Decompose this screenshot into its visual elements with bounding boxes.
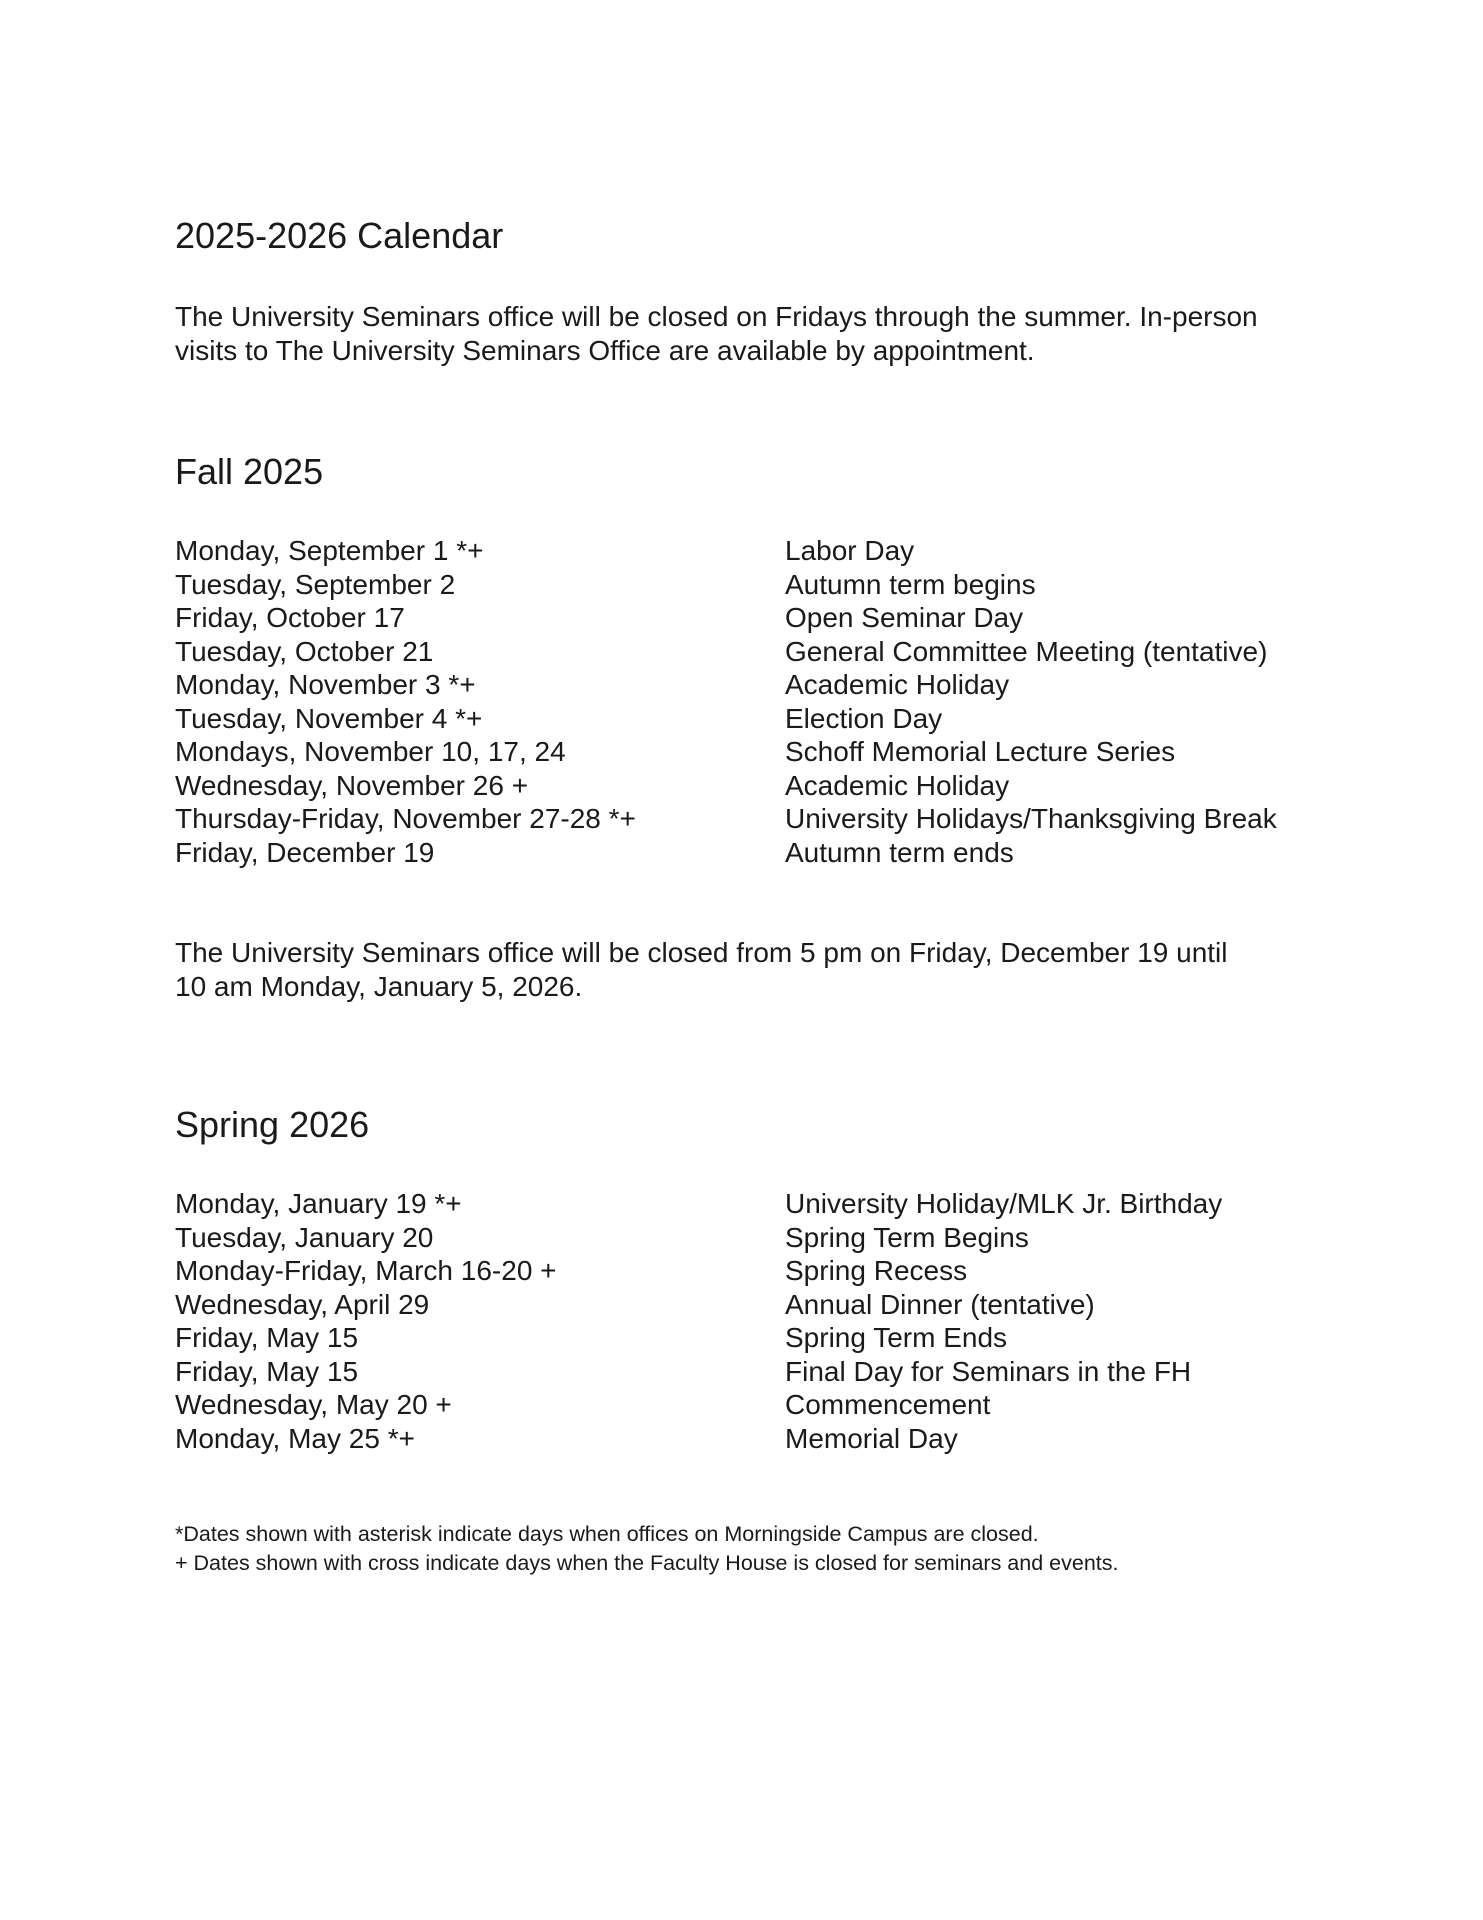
event-description: Academic Holiday — [785, 669, 1010, 700]
event-description: General Committee Meeting (tentative) — [785, 635, 1268, 667]
event-description: Election Day — [785, 702, 943, 734]
event-row — [175, 1221, 1325, 1255]
event-row — [175, 635, 1325, 669]
event-date: Tuesday, September 2 — [175, 568, 456, 600]
event-date: Monday, November 3 *+ — [175, 669, 476, 700]
event-description: Labor Day — [785, 535, 915, 566]
event-date: Wednesday, April 29 — [175, 1288, 430, 1320]
event-row — [175, 1422, 1325, 1456]
closure-line: 10 am Monday, January 5, 2026. — [175, 971, 583, 1002]
event-date: Monday, May 25 *+ — [175, 1422, 415, 1454]
event-description: Schoff Memorial Lecture Series — [785, 736, 1176, 767]
event-row — [175, 735, 1325, 769]
event-date: Mondays, November 10, 17, 24 — [175, 736, 566, 767]
event-row — [175, 668, 1325, 702]
event-description: Annual Dinner (tentative) — [785, 1288, 1095, 1320]
fall-heading: Fall 2025 — [175, 451, 324, 492]
event-description: University Holiday/MLK Jr. Birthday — [785, 1188, 1223, 1219]
event-date: Friday, December 19 — [175, 836, 435, 868]
event-row — [175, 1355, 1325, 1389]
event-date: Monday, January 19 *+ — [175, 1188, 462, 1219]
winter-closure-paragraph — [175, 936, 1228, 1004]
event-row — [175, 802, 1325, 836]
event-row — [175, 1254, 1325, 1288]
event-row — [175, 534, 1325, 568]
event-row — [175, 1288, 1325, 1322]
event-date: Tuesday, January 20 — [175, 1221, 434, 1253]
event-description: Spring Recess — [785, 1255, 968, 1286]
asterisk-footnote: *Dates shown with asterisk indicate days when offices on Morningside Campus are closed. — [175, 1522, 1039, 1546]
event-description: Open Seminar Day — [785, 602, 1024, 633]
spring-event-list — [175, 1187, 1325, 1455]
event-description: University Holidays/Thanksgiving Break — [785, 803, 1277, 834]
intro-line: The University Seminars office will be closed on Fridays through the summer. In-person — [175, 301, 1258, 332]
event-description: Academic Holiday — [785, 769, 1010, 801]
event-description: Memorial Day — [785, 1422, 958, 1454]
event-date: Friday, May 15 — [175, 1355, 359, 1387]
event-row — [175, 769, 1325, 803]
event-description: Spring Term Begins — [785, 1221, 1029, 1253]
event-date: Tuesday, November 4 *+ — [175, 702, 483, 734]
event-date: Friday, October 17 — [175, 602, 405, 633]
event-description: Commencement — [785, 1389, 991, 1420]
event-row — [175, 1321, 1325, 1355]
event-date: Wednesday, November 26 + — [175, 769, 529, 801]
cross-footnote: + Dates shown with cross indicate days when the Faculty House is closed for seminars and events. — [175, 1551, 1119, 1575]
page-title: 2025-2026 Calendar — [175, 215, 504, 256]
event-row — [175, 1187, 1325, 1221]
event-date: Thursday-Friday, November 27-28 *+ — [175, 803, 636, 834]
fall-event-list — [175, 534, 1325, 869]
intro-line: visits to The University Seminars Office are available by appointment. — [175, 335, 1035, 366]
event-description: Final Day for Seminars in the FH — [785, 1355, 1192, 1387]
event-description: Autumn term ends — [785, 836, 1014, 868]
event-description: Spring Term Ends — [785, 1322, 1008, 1353]
event-date: Tuesday, October 21 — [175, 635, 434, 667]
closure-line: The University Seminars office will be closed from 5 pm on Friday, December 19 until — [175, 937, 1228, 968]
event-date: Monday, September 1 *+ — [175, 535, 484, 566]
event-row — [175, 702, 1325, 736]
event-date: Friday, May 15 — [175, 1322, 359, 1353]
event-date: Monday-Friday, March 16-20 + — [175, 1255, 557, 1286]
event-description: Autumn term begins — [785, 568, 1036, 600]
event-row — [175, 836, 1325, 870]
event-row — [175, 568, 1325, 602]
intro-paragraph — [175, 300, 1258, 368]
event-row — [175, 601, 1325, 635]
event-row — [175, 1388, 1325, 1422]
spring-heading: Spring 2026 — [175, 1104, 370, 1145]
event-date: Wednesday, May 20 + — [175, 1389, 452, 1420]
